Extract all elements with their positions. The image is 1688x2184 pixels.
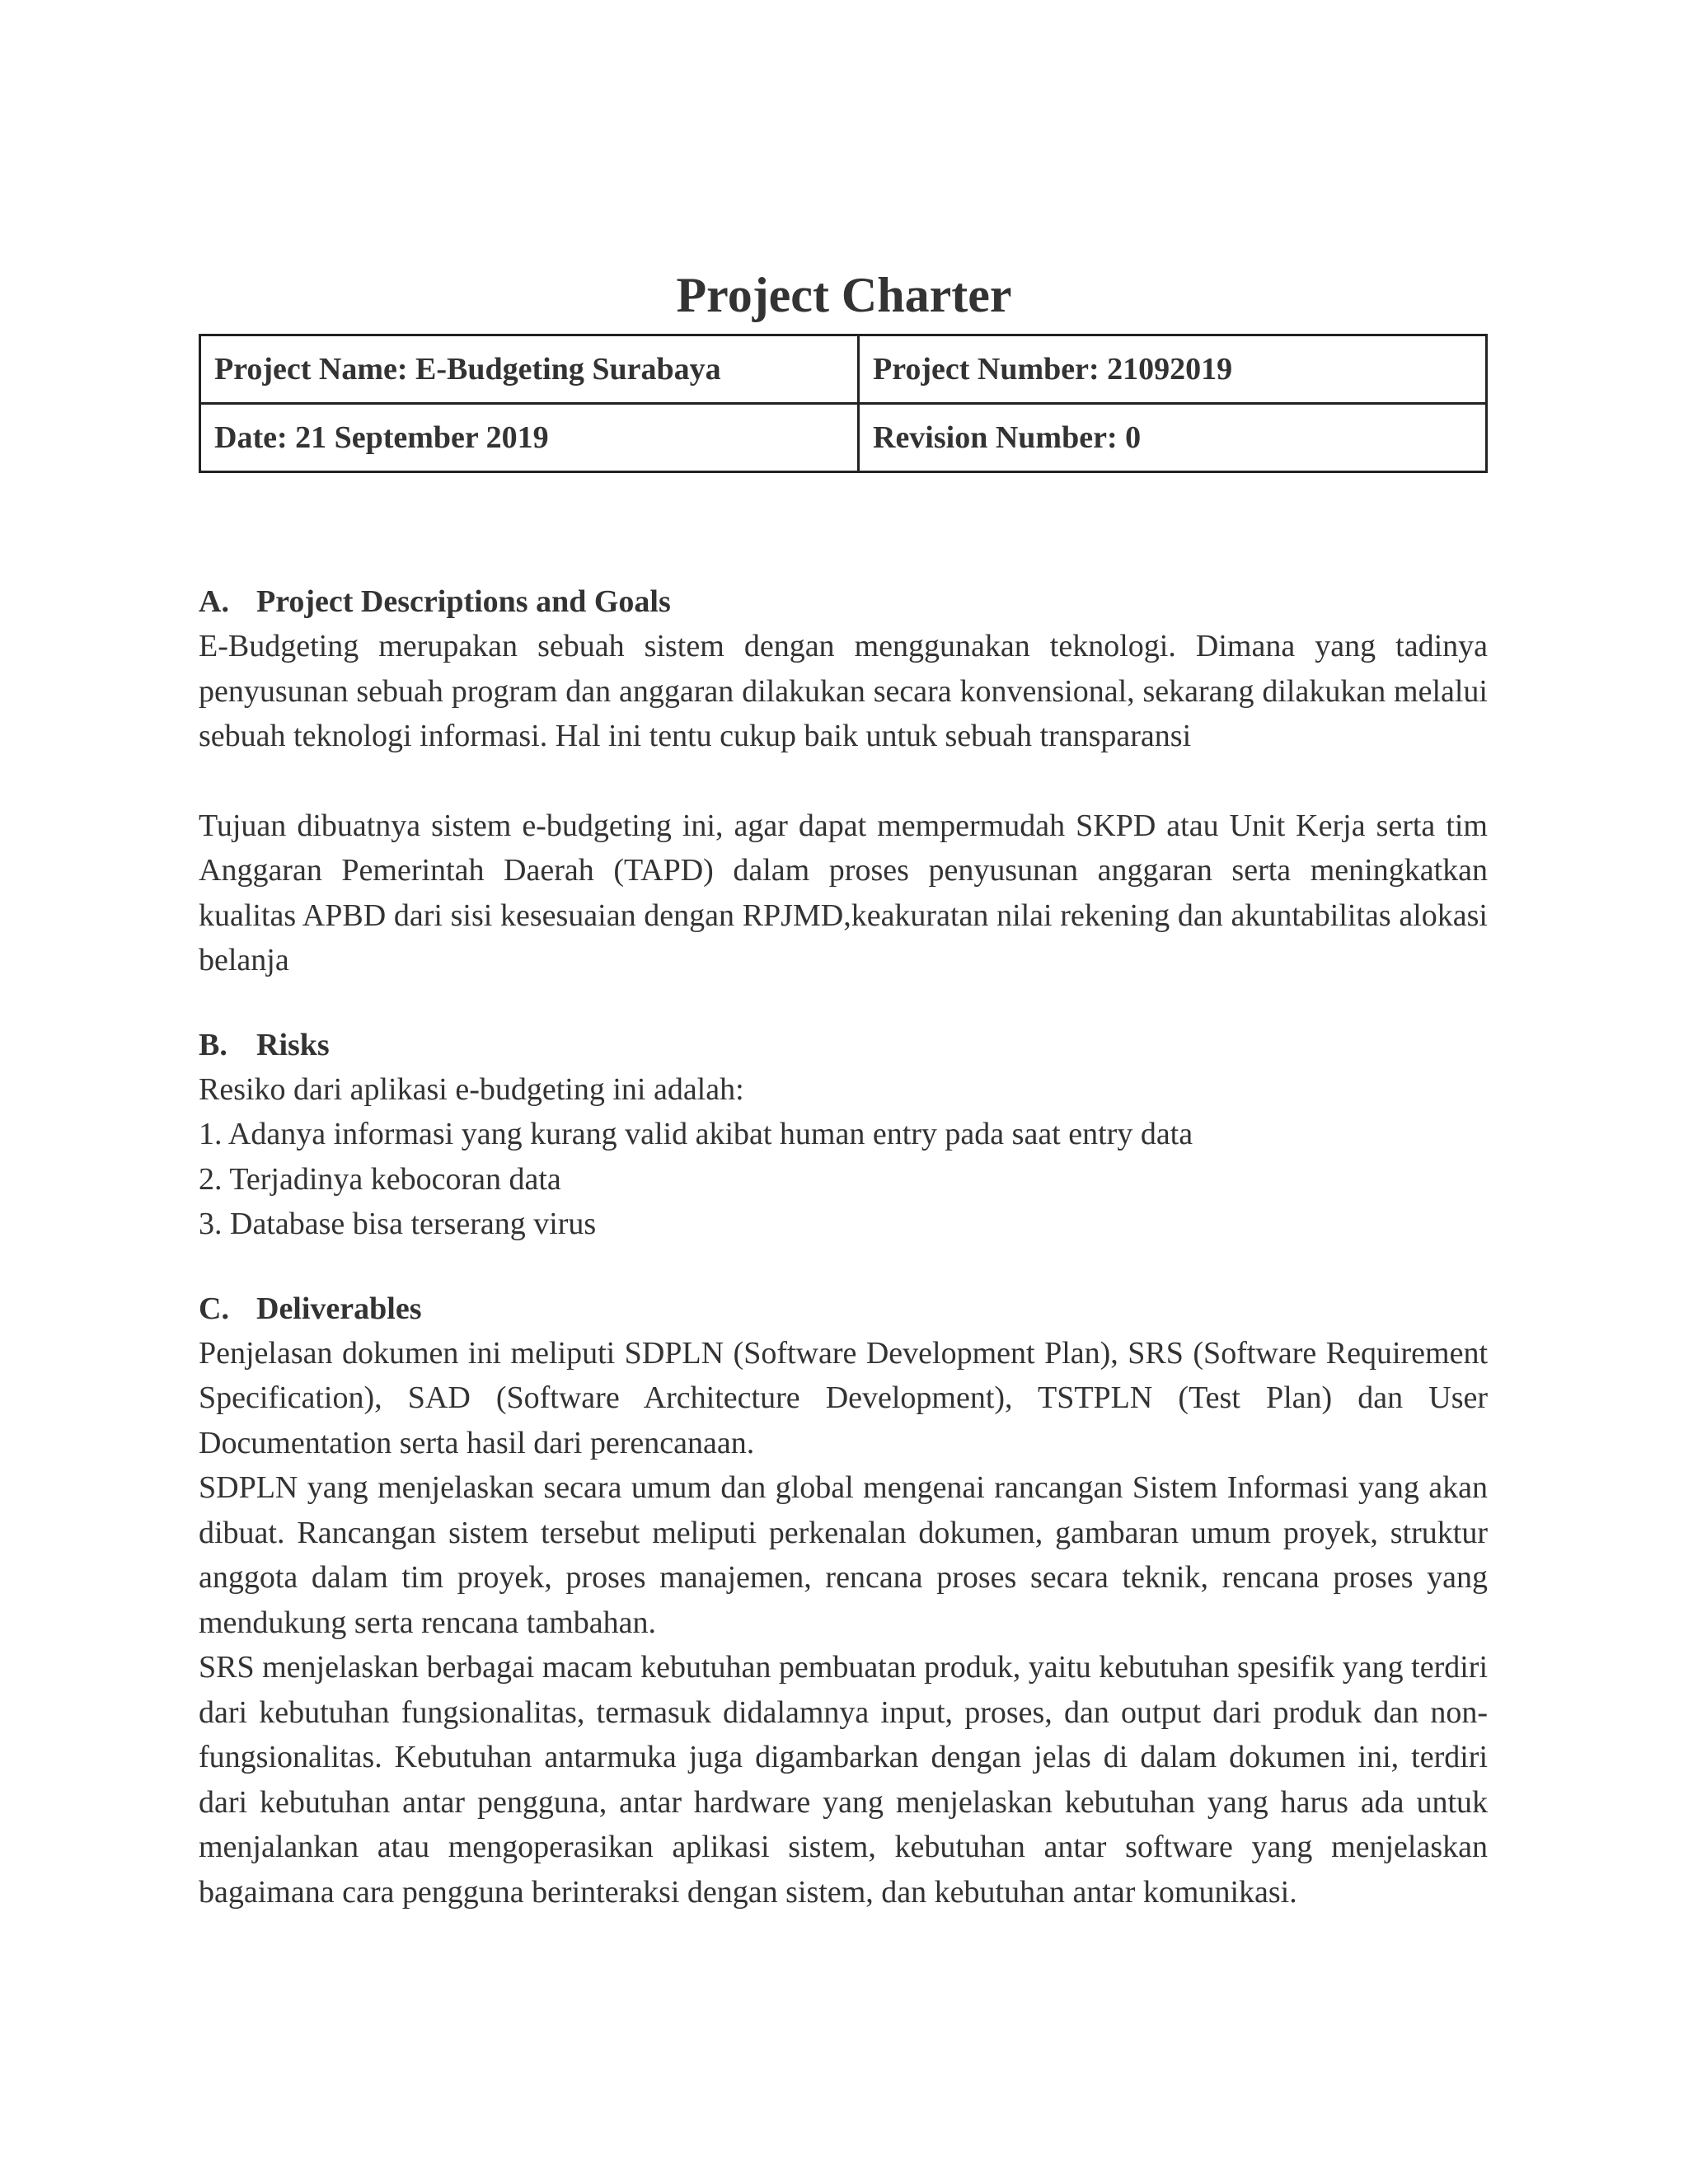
- paragraph: Penjelasan dokumen ini meliputi SDPLN (Software Development Plan), SRS (Software Requirement Specification), SAD (Software Architecture Development), TSTPLN (Test Plan) dan User Documentation serta hasil dari perencanaan.: [199, 1335, 1488, 1460]
- section-descriptions-goals: [199, 579, 1488, 983]
- list-item: 2. Terjadinya kebocoran data: [199, 1161, 561, 1197]
- paragraph: E-Budgeting merupakan sebuah sistem dengan menggunakan teknologi. Dimana yang tadinya penyusunan sebuah program dan anggaran dilakukan secara konvensional, sekarang dilakukan melalui sebuah teknologi informasi. Hal ini tentu cukup baik untuk sebuah transparansi: [199, 629, 1488, 753]
- document-body: [199, 579, 1488, 1915]
- revision-number-cell: Revision Number: 0: [859, 404, 1487, 472]
- paragraph: SDPLN yang menjelaskan secara umum dan global mengenai rancangan Sistem Informasi yang akan dibuat. Rancangan sistem tersebut meliputi perkenalan dokumen, gambaran umum proyek, struktur anggota dalam tim proyek, proses manajemen, rencana proses secara teknik, rencana proses yang mendukung serta rencana tambahan.: [199, 1470, 1488, 1640]
- risk-list: [199, 1112, 1488, 1247]
- section-heading: [199, 1286, 1488, 1331]
- section-letter: B.: [199, 1027, 227, 1062]
- list-item: 1. Adanya informasi yang kurang valid akibat human entry pada saat entry data: [199, 1117, 1193, 1151]
- section-letter: A.: [199, 584, 229, 619]
- date-cell: Date: 21 September 2019: [200, 404, 859, 472]
- section-title: Project Descriptions and Goals: [256, 584, 671, 619]
- section-deliverables: [199, 1286, 1488, 1915]
- section-title: Risks: [256, 1027, 330, 1062]
- project-number-cell: Project Number: 21092019: [859, 335, 1487, 404]
- section-letter: C.: [199, 1291, 229, 1326]
- project-name-cell: Project Name: E-Budgeting Surabaya: [200, 335, 859, 404]
- section-risks: [199, 1023, 1488, 1247]
- paragraph: Tujuan dibuatnya sistem e-budgeting ini, agar dapat mempermudah SKPD atau Unit Kerja serta tim Anggaran Pemerintah Daerah (TAPD) dalam proses penyusunan anggaran serta meningkatkan kualitas APBD dari sisi kesesuaian dengan RPJMD,keakuratan nilai rekening dan akuntabilitas alokasi belanja: [199, 808, 1488, 977]
- list-item: 3. Database bisa terserang virus: [199, 1207, 597, 1241]
- page-title: Project Charter: [676, 268, 1012, 322]
- project-info-table: [199, 334, 1488, 473]
- table-row: [200, 404, 1487, 472]
- section-heading: [199, 579, 1488, 624]
- table-row: [200, 335, 1487, 404]
- paragraph: SRS menjelaskan berbagai macam kebutuhan pembuatan produk, yaitu kebutuhan spesifik yang terdiri dari kebutuhan fungsionalitas, termasuk didalamnya input, proses, dan output dari produk dan non-fungsionalitas. Kebutuhan antarmuka juga digambarkan dengan jelas di dalam dokumen ini, terdiri dari kebutuhan antar pengguna, antar hardware yang menjelaskan kebutuhan yang harus ada untuk menjalankan atau mengoperasikan aplikasi sistem, kebutuhan antar software yang menjelaskan bagaimana cara pengguna berinteraksi dengan sistem, dan kebutuhan antar komunikasi.: [199, 1650, 1488, 1910]
- section-heading: [199, 1023, 1488, 1067]
- paragraph: Resiko dari aplikasi e-budgeting ini adalah:: [199, 1071, 744, 1107]
- section-title: Deliverables: [256, 1291, 422, 1326]
